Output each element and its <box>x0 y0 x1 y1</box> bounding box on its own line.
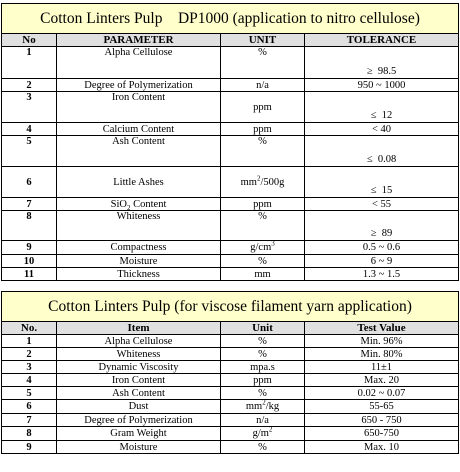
row-no: 1 <box>2 335 57 348</box>
row-no: 7 <box>2 414 57 427</box>
row-parameter: SiO$_2$ Content <box>57 198 221 211</box>
row-no: 7 <box>2 198 57 211</box>
header-row <box>2 322 459 335</box>
row-parameter: Little Ashes <box>57 167 221 198</box>
table-row <box>2 387 459 400</box>
row-parameter: Thickness <box>57 268 221 281</box>
row-test-value: 55-65 <box>305 400 459 414</box>
row-item: Gram Weight <box>57 427 221 441</box>
row-tolerance: 0.5 ~ 0.6 <box>305 241 459 255</box>
row-no: 2 <box>2 348 57 361</box>
row-unit: mpa.s <box>221 361 305 374</box>
table-row <box>2 361 459 374</box>
row-no: 2 <box>2 79 57 92</box>
table-row <box>2 241 459 255</box>
row-no: 9 <box>2 441 57 454</box>
row-no: 11 <box>2 268 57 281</box>
table-row <box>2 348 459 361</box>
row-parameter: Iron Content <box>57 92 221 123</box>
row-unit: % <box>221 211 305 241</box>
table-row <box>2 79 459 92</box>
header-row <box>2 34 459 47</box>
row-unit: ppm <box>221 374 305 387</box>
row-unit: % <box>221 441 305 454</box>
row-tolerance: ≤ 12 <box>305 92 459 123</box>
header-no: No <box>2 34 57 47</box>
row-item: Dynamic Viscosity <box>57 361 221 374</box>
row-parameter: Ash Content <box>57 136 221 167</box>
row-parameter: Calcium Content <box>57 123 221 136</box>
row-tolerance: ≤ 15 <box>305 167 459 198</box>
table-title: Cotton Linters Pulp DP1000 (application to nitro cellulose) <box>2 4 459 34</box>
row-parameter: Degree of Polymerization <box>57 79 221 92</box>
row-test-value: 11±1 <box>305 361 459 374</box>
row-no: 8 <box>2 211 57 241</box>
row-unit: n/a <box>221 79 305 92</box>
table-row <box>2 167 459 198</box>
header-parameter: PARAMETER <box>57 34 221 47</box>
viscose-spec-table <box>1 291 459 454</box>
row-test-value: 650 - 750 <box>305 414 459 427</box>
row-tolerance: 6 ~ 9 <box>305 255 459 268</box>
row-tolerance: ≥ 89 <box>305 211 459 241</box>
table-title-row <box>2 292 459 322</box>
table-row <box>2 400 459 414</box>
row-tolerance: ≥ 98.5 <box>305 47 459 79</box>
row-test-value: Max. 20 <box>305 374 459 387</box>
row-parameter: Compactness <box>57 241 221 255</box>
table-title-row <box>2 4 459 34</box>
row-unit: $mm^2/kg$ <box>221 400 305 414</box>
row-parameter: Alpha Cellulose <box>57 47 221 79</box>
row-no: 5 <box>2 387 57 400</box>
row-item: Moisture <box>57 441 221 454</box>
table-row <box>2 335 459 348</box>
row-unit: % <box>221 255 305 268</box>
row-item: Degree of Polymerization <box>57 414 221 427</box>
row-parameter: Moisture <box>57 255 221 268</box>
row-unit: % <box>221 335 305 348</box>
row-no: 1 <box>2 47 57 79</box>
row-test-value: Max. 10 <box>305 441 459 454</box>
header-unit: Unit <box>221 322 305 335</box>
table-row <box>2 136 459 167</box>
header-tolerance: TOLERANCE <box>305 34 459 47</box>
table-row <box>2 268 459 281</box>
row-unit: % <box>221 136 305 167</box>
header-unit: UNIT <box>221 34 305 47</box>
row-test-value: Min. 80% <box>305 348 459 361</box>
table-row <box>2 441 459 454</box>
row-item: Whiteness <box>57 348 221 361</box>
table-row <box>2 414 459 427</box>
row-no: 3 <box>2 92 57 123</box>
table-row <box>2 92 459 123</box>
row-test-value: Min. 96% <box>305 335 459 348</box>
row-tolerance: ≤ 0.08 <box>305 136 459 167</box>
row-no: 5 <box>2 136 57 167</box>
row-tolerance: 1.3 ~ 1.5 <box>305 268 459 281</box>
table-title: Cotton Linters Pulp (for viscose filament yarn application) <box>2 292 459 322</box>
table-row <box>2 211 459 241</box>
row-unit: % <box>221 387 305 400</box>
row-no: 6 <box>2 167 57 198</box>
row-item: Iron Content <box>57 374 221 387</box>
row-no: 8 <box>2 427 57 441</box>
row-test-value: 650-750 <box>305 427 459 441</box>
row-unit: $g/cm^3$ <box>221 241 305 255</box>
row-unit: % <box>221 47 305 79</box>
row-no: 3 <box>2 361 57 374</box>
row-no: 4 <box>2 374 57 387</box>
table-row <box>2 123 459 136</box>
row-unit: % <box>221 348 305 361</box>
table-row <box>2 255 459 268</box>
row-unit: ppm <box>221 198 305 211</box>
table-row <box>2 374 459 387</box>
row-tolerance: < 55 <box>305 198 459 211</box>
row-item: Dust <box>57 400 221 414</box>
row-unit: $g/m^2$ <box>221 427 305 441</box>
row-parameter: Whiteness <box>57 211 221 241</box>
table-row <box>2 47 459 79</box>
row-unit: n/a <box>221 414 305 427</box>
row-unit: $mm^2/500g$ <box>221 167 305 198</box>
row-no: 10 <box>2 255 57 268</box>
row-test-value: 0.02 ~ 0.07 <box>305 387 459 400</box>
row-unit: ppm <box>221 123 305 136</box>
row-item: Alpha Cellulose <box>57 335 221 348</box>
header-no: No. <box>2 322 57 335</box>
header-item: Item <box>57 322 221 335</box>
row-no: 9 <box>2 241 57 255</box>
row-unit: ppm <box>221 92 305 123</box>
row-no: 6 <box>2 400 57 414</box>
row-no: 4 <box>2 123 57 136</box>
row-tolerance: 950 ~ 1000 <box>305 79 459 92</box>
row-item: Ash Content <box>57 387 221 400</box>
table-row <box>2 198 459 211</box>
row-unit: mm <box>221 268 305 281</box>
header-test-value: Test Value <box>305 322 459 335</box>
dp1000-spec-table <box>1 3 459 281</box>
row-tolerance: < 40 <box>305 123 459 136</box>
table-row <box>2 427 459 441</box>
